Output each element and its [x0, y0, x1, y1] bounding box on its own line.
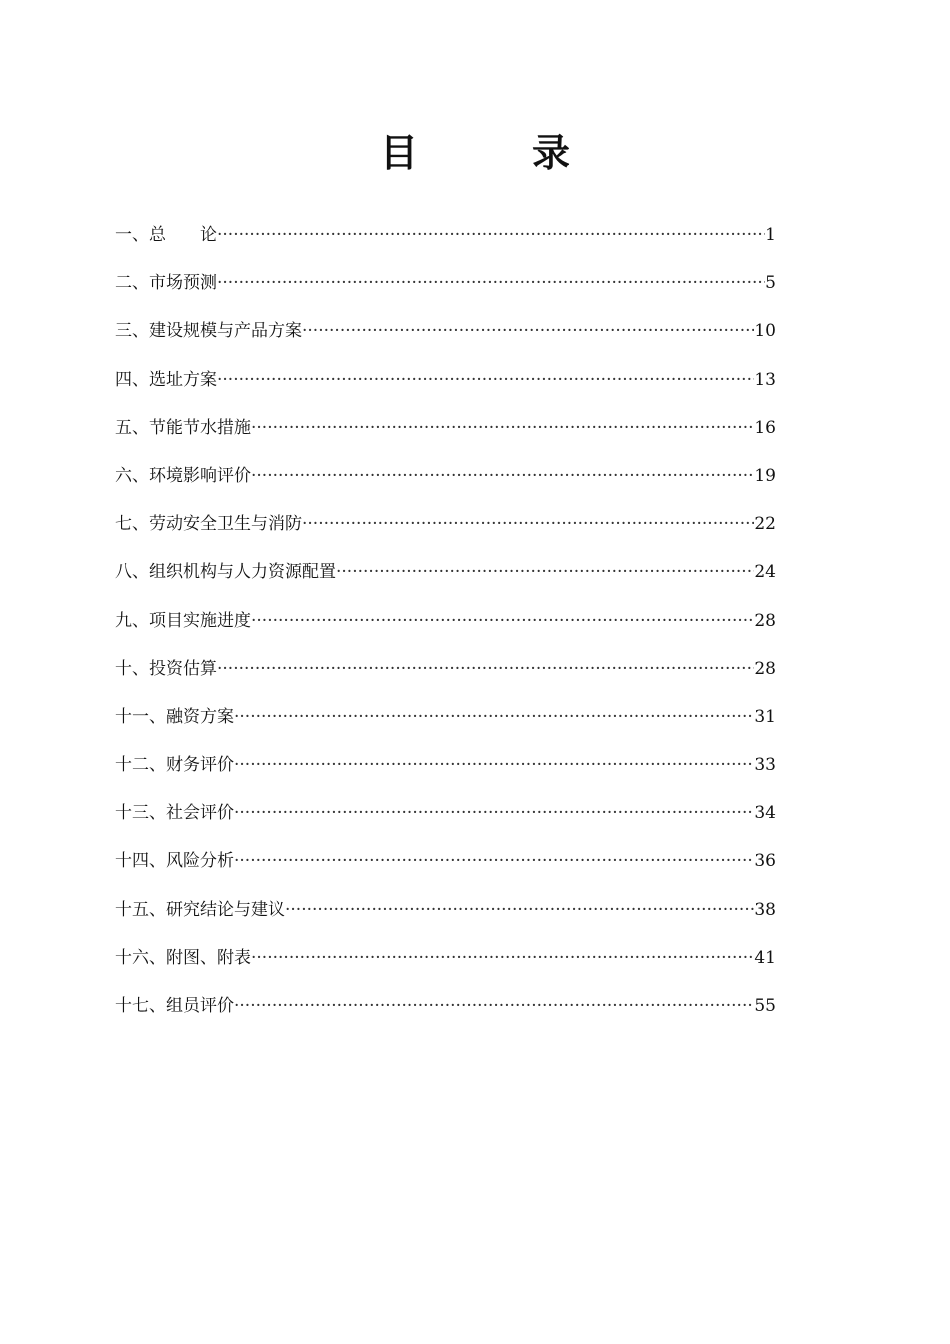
toc-dot-leader: [302, 311, 754, 351]
toc-dot-leader: [251, 601, 754, 641]
toc-entry-label: 十三、社会评价: [115, 803, 234, 824]
toc-entry-label: 十六、附图、附表: [115, 947, 251, 968]
toc-entry-page: 28: [754, 658, 776, 679]
toc-dot-leader: [217, 649, 754, 689]
toc-entry-label: 九、项目实施进度: [115, 610, 251, 631]
toc-entry[interactable]: [115, 938, 776, 986]
toc-entry-page: 16: [754, 417, 776, 438]
toc-dot-leader: [234, 745, 754, 785]
toc-entry[interactable]: [115, 697, 776, 745]
toc-entry-page: 38: [754, 899, 776, 920]
toc-entry-label: 三、建设规模与产品方案: [115, 321, 302, 342]
toc-entry-page: 13: [754, 369, 776, 390]
toc-entry-label: 十二、财务评价: [115, 755, 234, 776]
table-of-contents: [115, 215, 776, 1034]
toc-entry-page: 41: [754, 947, 776, 968]
toc-dot-leader: [302, 504, 754, 544]
toc-entry-label: 五、节能节水措施: [115, 417, 251, 438]
toc-entry-page: 22: [754, 514, 776, 535]
toc-dot-leader: [234, 986, 754, 1026]
toc-entry[interactable]: [115, 263, 776, 311]
toc-dot-leader: [217, 360, 754, 400]
toc-entry-label: 十四、风险分析: [115, 851, 234, 872]
toc-entry-page: 55: [754, 996, 776, 1016]
toc-dot-leader: [336, 552, 754, 592]
toc-entry[interactable]: [115, 986, 776, 1034]
toc-entry-page: 5: [765, 273, 776, 294]
toc-entry-page: 36: [754, 851, 776, 872]
toc-entry[interactable]: [115, 552, 776, 600]
toc-entry-label: 六、环境影响评价: [115, 465, 251, 486]
toc-entry-label: 十七、组员评价: [115, 996, 234, 1016]
toc-dot-leader: [217, 215, 765, 255]
toc-dot-leader: [285, 890, 754, 930]
toc-entry[interactable]: [115, 360, 776, 408]
toc-entry-page: 33: [754, 755, 776, 776]
toc-entry[interactable]: [115, 745, 776, 793]
toc-entry-label: 十、投资估算: [115, 658, 217, 679]
toc-dot-leader: [217, 263, 765, 303]
toc-entry-page: 34: [754, 803, 776, 824]
toc-entry[interactable]: [115, 890, 776, 938]
toc-entry-label: 二、市场预测: [115, 273, 217, 294]
toc-entry[interactable]: [115, 504, 776, 552]
toc-entry[interactable]: [115, 215, 776, 263]
toc-entry-page: 31: [754, 706, 776, 727]
toc-entry[interactable]: [115, 649, 776, 697]
toc-entry[interactable]: [115, 456, 776, 504]
toc-dot-leader: [234, 841, 754, 881]
page-title: 目 录: [379, 131, 570, 175]
toc-entry-page: 28: [754, 610, 776, 631]
toc-dot-leader: [234, 793, 754, 833]
toc-entry-label: 十一、融资方案: [115, 706, 234, 727]
toc-entry-page: 1: [765, 225, 776, 245]
toc-entry[interactable]: [115, 841, 776, 889]
toc-entry-label: 十五、研究结论与建议: [115, 899, 285, 920]
toc-entry-page: 10: [754, 321, 776, 342]
toc-entry-label: 一、总 论: [115, 225, 217, 245]
toc-dot-leader: [234, 697, 754, 737]
toc-entry[interactable]: [115, 601, 776, 649]
toc-dot-leader: [251, 408, 754, 448]
toc-entry-page: 24: [754, 562, 776, 583]
toc-entry-label: 八、组织机构与人力资源配置: [115, 562, 336, 583]
toc-entry-label: 七、劳动安全卫生与消防: [115, 514, 302, 535]
toc-entry[interactable]: [115, 408, 776, 456]
toc-entry[interactable]: [115, 793, 776, 841]
toc-entry-label: 四、选址方案: [115, 369, 217, 390]
toc-entry[interactable]: [115, 311, 776, 359]
toc-entry-page: 19: [754, 465, 776, 486]
toc-dot-leader: [251, 938, 754, 978]
toc-dot-leader: [251, 456, 754, 496]
